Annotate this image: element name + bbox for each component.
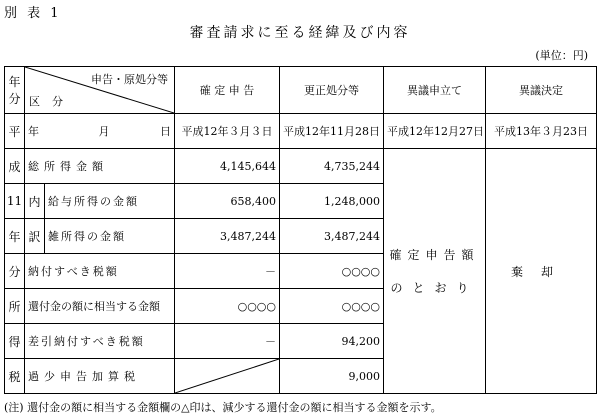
date-kettei: 平成13年３月23日 <box>486 114 597 149</box>
unit-label: (単位：円) <box>535 49 588 62</box>
value-shinkoku-empty <box>175 359 280 394</box>
value-shinkoku: － <box>175 254 280 289</box>
year-cell: 平 <box>5 114 25 149</box>
row-label: 納付すべき税額 <box>25 254 175 289</box>
col-header-kettei: 異議決定 <box>486 67 597 114</box>
table-label: 別 表 1 <box>4 6 62 21</box>
category-header-cell <box>25 67 175 114</box>
igi-text-line-1: 確定申告額 <box>389 248 480 262</box>
igi-moushitate-cell <box>384 149 486 394</box>
year-cell: 税 <box>5 359 25 394</box>
year-cell: 年 <box>5 219 25 254</box>
breakdown-group-bottom: 訳 <box>25 219 45 254</box>
value-kosei: 9,000 <box>280 359 384 394</box>
value-shinkoku: 3,487,244 <box>175 219 280 254</box>
value-kosei: ○○○○ <box>280 289 384 324</box>
date-shinkoku: 平成12年３月３日 <box>175 114 280 149</box>
diagonal-line <box>175 359 279 393</box>
row-label: 総所得金額 <box>25 149 175 184</box>
footnote: (注) 還付金の額に相当する金額欄の△印は、減少する還付金の額に相当する金額を示す。 <box>4 401 442 414</box>
page-title: 審査請求に至る経緯及び内容 <box>189 25 411 41</box>
date-kosei: 平成12年11月28日 <box>280 114 384 149</box>
row-label: 還付金の額に相当する金額 <box>25 289 175 324</box>
value-kosei: 1,248,000 <box>280 184 384 219</box>
date-row-label <box>25 114 175 149</box>
breakdown-group-top: 内 <box>25 184 45 219</box>
value-kosei: ○○○○ <box>280 254 384 289</box>
year-header-bottom: 分 <box>8 92 21 106</box>
table-row <box>5 149 597 184</box>
year-cell: 得 <box>5 324 25 359</box>
value-kosei: 94,200 <box>280 324 384 359</box>
col-header-igi: 異議申立て <box>384 67 486 114</box>
igi-kettei-cell: 棄却 <box>486 149 597 394</box>
value-shinkoku: 4,145,644 <box>175 149 280 184</box>
header-diag-bottom: 区分 <box>29 95 75 108</box>
value-kosei: 3,487,244 <box>280 219 384 254</box>
value-shinkoku: ○○○○ <box>175 289 280 324</box>
header-diag-top: 申告・原処分等 <box>91 73 168 86</box>
row-label: 過少申告加算税 <box>25 359 175 394</box>
value-kosei: 4,735,244 <box>280 149 384 184</box>
proceedings-table <box>4 66 597 394</box>
row-label: 雑所得の金額 <box>45 219 175 254</box>
igi-text-line-2: のとおり <box>390 281 479 295</box>
row-label: 差引納付すべき税額 <box>25 324 175 359</box>
date-label-year: 年 <box>28 125 39 138</box>
year-cell: 11 <box>5 184 25 219</box>
date-label-month: 月 <box>98 125 110 138</box>
header-row <box>5 67 597 114</box>
col-header-shinkoku: 確 定 申 告 <box>175 67 280 114</box>
date-label-day: 日 <box>160 125 171 138</box>
year-header-cell <box>5 67 25 114</box>
row-label: 給与所得の金額 <box>45 184 175 219</box>
year-cell: 成 <box>5 149 25 184</box>
col-header-kosei: 更正処分等 <box>280 67 384 114</box>
year-cell: 所 <box>5 289 25 324</box>
value-shinkoku: 658,400 <box>175 184 280 219</box>
date-igi: 平成12年12月27日 <box>384 114 486 149</box>
year-cell: 分 <box>5 254 25 289</box>
table-row <box>5 114 597 149</box>
value-shinkoku: － <box>175 324 280 359</box>
year-header-top: 年 <box>8 75 21 89</box>
